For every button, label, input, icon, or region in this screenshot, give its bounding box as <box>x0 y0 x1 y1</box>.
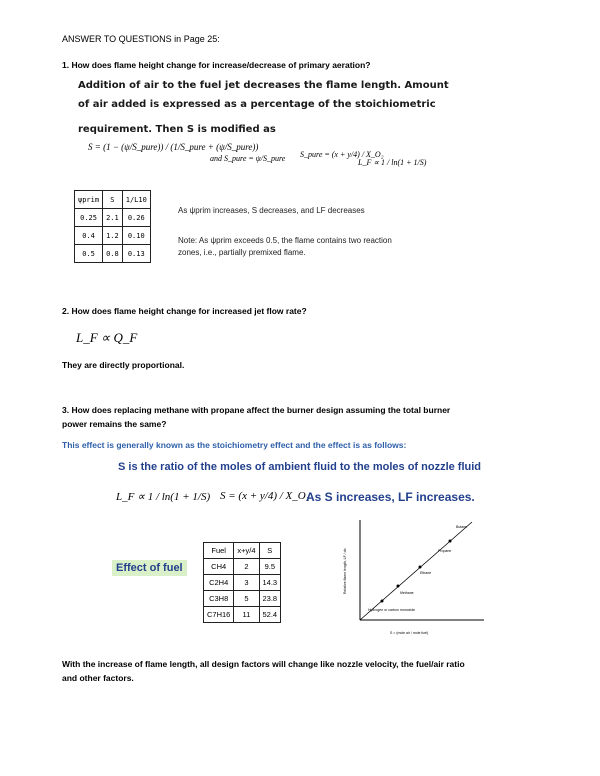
effect-of-fuel-label: Effect of fuel <box>112 560 187 576</box>
plot-point <box>381 600 384 603</box>
question-1: 1. How does flame height change for increase/decrease of primary aeration? <box>62 60 371 70</box>
plot-curve-label: Butane <box>456 525 468 529</box>
q1-cell: 0.10 <box>122 227 150 245</box>
fuel-cell: 5 <box>234 591 259 607</box>
q1-cell: 0.5 <box>75 245 103 263</box>
q1-cell: 0.26 <box>122 209 150 227</box>
q1-line-2: of air added is expressed as a percentage of the stoichiometric <box>78 99 436 110</box>
conclusion-line-1: With the increase of flame length, all design factors will change like nozzle velocity, the fuel/air ratio <box>62 659 465 669</box>
fuel-cell: 52.4 <box>259 607 281 623</box>
q1-th-1: S <box>103 191 123 209</box>
q1-answer-text <box>78 76 449 139</box>
fuel-cell: 11 <box>234 607 259 623</box>
q3-eq-s: S = (x + y/4) / X_O₂ <box>220 490 310 502</box>
q3-intro: This effect is generally known as the stoichiometry effect and the effect is as follows: <box>62 440 407 450</box>
plot-xlabel: S = (mole air / mole fuel) <box>390 631 429 635</box>
question-3-line-1: 3. How does replacing methane with propane affect the burner design assuming the total burner <box>62 405 451 415</box>
fuel-table-wrap <box>203 542 281 623</box>
q1-note-2: Note: As ψprim exceeds 0.5, the flame contains two reaction <box>178 236 392 245</box>
q1-th-0: ψprim <box>75 191 103 209</box>
q1-table <box>74 190 151 263</box>
q1-note-3: zones, i.e., partially premixed flame. <box>178 248 306 257</box>
q3-increase-text: As S increases, LF increases. <box>306 490 475 504</box>
q1-eq-and: and S_pure = ψ/S_pure <box>210 154 286 163</box>
conclusion-line-2: and other factors. <box>62 673 134 683</box>
fuel-th-0: Fuel <box>204 543 234 559</box>
q1-th-2: 1/L10 <box>122 191 150 209</box>
fuel-cell: CH4 <box>204 559 234 575</box>
page-header: ANSWER TO QUESTIONS in Page 25: <box>62 34 220 44</box>
q1-line-3: requirement. Then S is modified as <box>78 124 276 135</box>
q1-eq-flame-length: L_F ∝ 1 / ln(1 + 1/S) <box>358 158 427 167</box>
plot-curve-label: Methane <box>400 591 414 595</box>
fuel-cell: C2H4 <box>204 575 234 591</box>
plot-ylabel: Relative flame length, LF / do <box>343 548 347 594</box>
fuel-cell: 2 <box>234 559 259 575</box>
q3-eq-flame-length: L_F ∝ 1 / ln(1 + 1/S) <box>116 491 211 503</box>
q3-ratio-title: S is the ratio of the moles of ambient fluid to the moles of nozzle fluid <box>118 461 482 473</box>
fuel-cell: 3 <box>234 575 259 591</box>
q1-cell: 2.1 <box>103 209 123 227</box>
q1-note-1: As ψprim increases, S decreases, and LF decreases <box>178 206 365 215</box>
plot-curve-label: Hydrogen or carbon monoxide <box>368 608 416 612</box>
plot-point <box>419 566 422 569</box>
fuel-th-1: x+y/4 <box>234 543 259 559</box>
q1-table-wrap <box>74 190 151 263</box>
q1-eq-s: S = (1 − (ψ/S_pure)) / (1/S_pure + (ψ/S_pure)) <box>88 142 259 152</box>
q1-line-1: Addition of air to the fuel jet decreases the flame length. Amount <box>78 80 449 91</box>
q1-cell: 0.25 <box>75 209 103 227</box>
q1-cell: 1.2 <box>103 227 123 245</box>
fuel-table <box>203 542 281 623</box>
plot-point <box>397 585 400 588</box>
fuel-cell: C7H16 <box>204 607 234 623</box>
fuel-cell: 9.5 <box>259 559 281 575</box>
fuel-th-2: S <box>259 543 281 559</box>
q1-eq-spure: S_pure = (x + y/4) / X_O₂ <box>300 150 384 159</box>
plot-curve-label: Propane <box>438 549 452 553</box>
flame-length-plot <box>338 514 488 644</box>
q2-formula: L_F ∝ Q_F <box>76 330 138 345</box>
plot-point <box>449 540 452 543</box>
plot-curve-label: Ethane <box>420 571 432 575</box>
q1-cell: 0.4 <box>75 227 103 245</box>
fuel-cell: 23.8 <box>259 591 281 607</box>
q1-cell: 0.13 <box>122 245 150 263</box>
fuel-cell: 14.3 <box>259 575 281 591</box>
plot-trend-line <box>360 522 472 620</box>
q2-answer: They are directly proportional. <box>62 360 185 370</box>
question-2: 2. How does flame height change for increased jet flow rate? <box>62 306 307 316</box>
fuel-cell: C3H8 <box>204 591 234 607</box>
question-3-line-2: power remains the same? <box>62 419 167 429</box>
q1-cell: 0.8 <box>103 245 123 263</box>
